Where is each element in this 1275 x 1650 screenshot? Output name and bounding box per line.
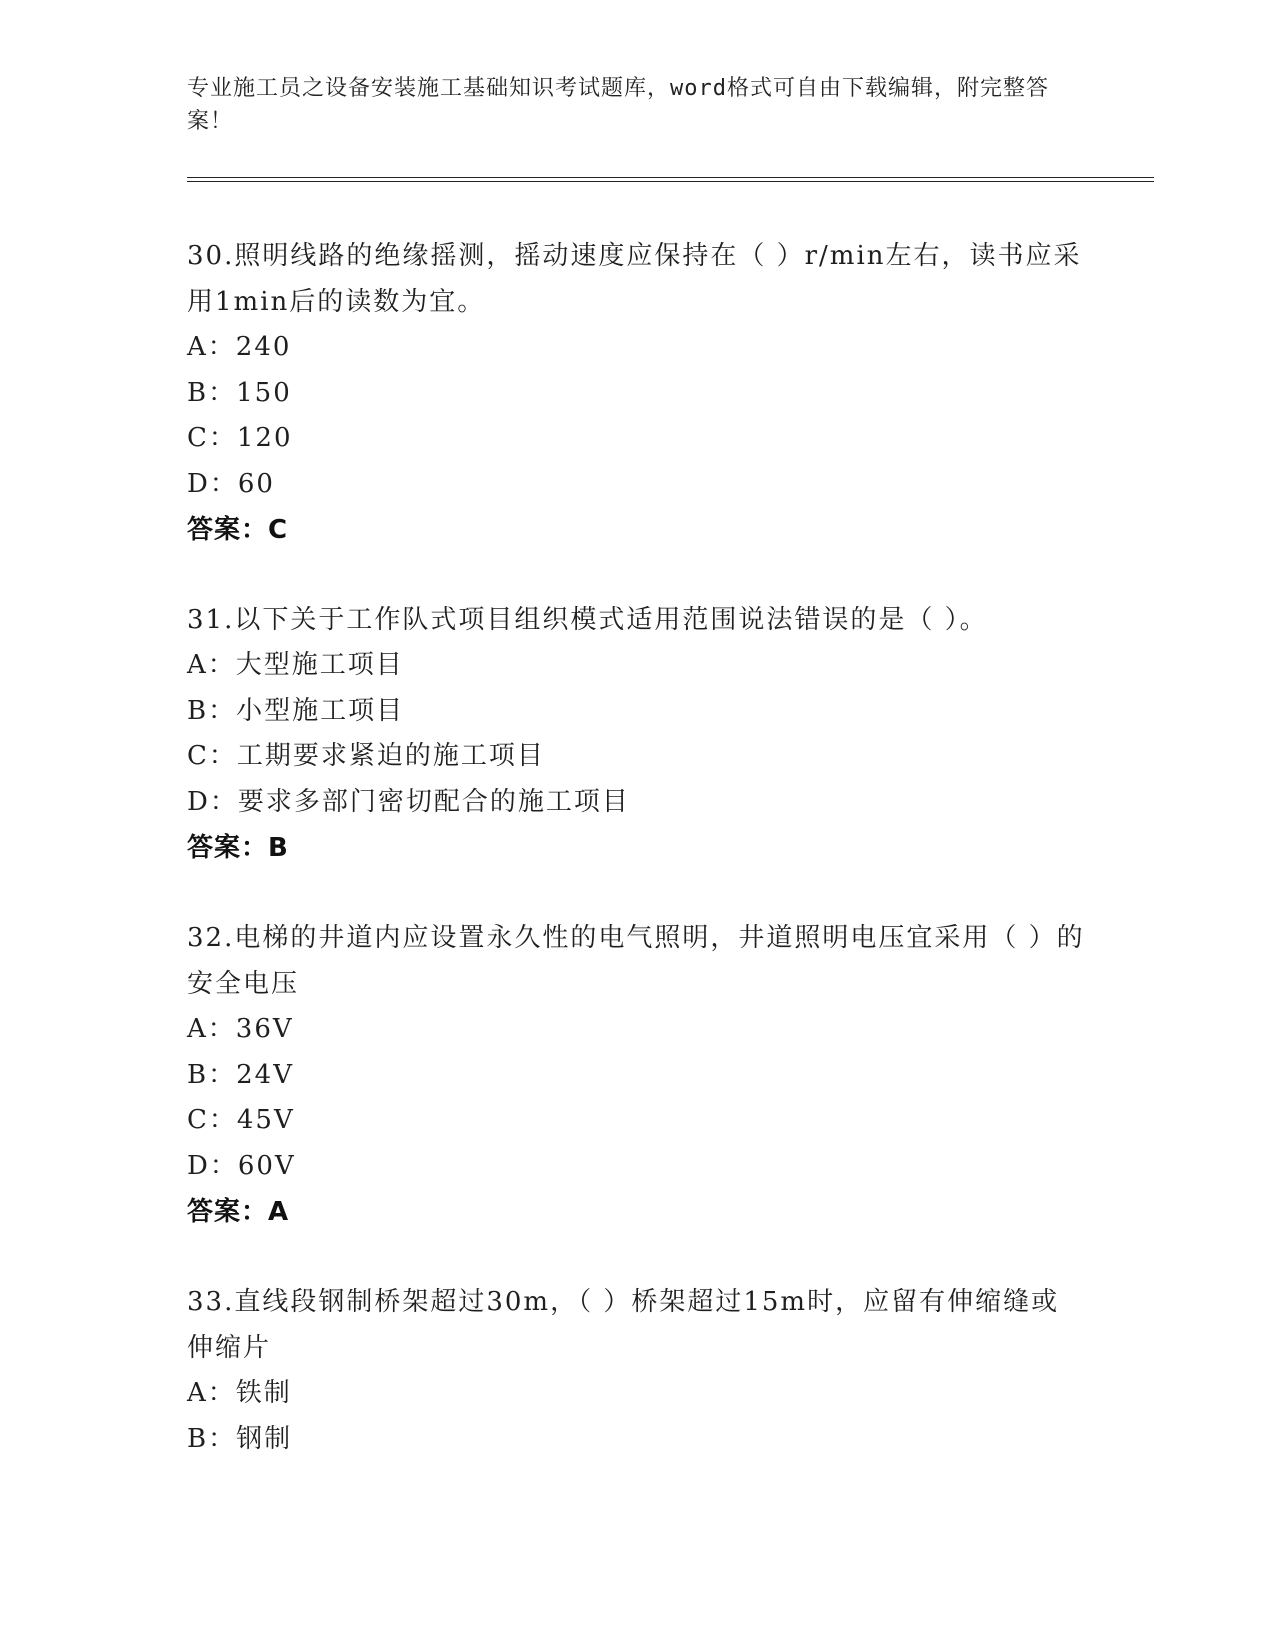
option-d: D：要求多部门密切配合的施工项目 bbox=[187, 786, 630, 817]
option-c: C：工期要求紧迫的施工项目 bbox=[187, 741, 545, 771]
question-30 bbox=[187, 233, 1087, 553]
header-divider bbox=[187, 177, 1154, 182]
question-stem: 30.照明线路的绝缘摇测，摇动速度应保持在（ ）r/min左右，读书应采用1min后的读数为宜。 bbox=[187, 241, 1082, 317]
question-stem: 32.电梯的井道内应设置永久性的电气照明，井道照明电压宜采用（ ）的安全电压 bbox=[187, 923, 1085, 999]
option-a: A：大型施工项目 bbox=[187, 650, 404, 680]
question-stem: 33.直线段钢制桥架超过30m，（ ）桥架超过15m时，应留有伸缩缝或伸缩片 bbox=[187, 1287, 1060, 1363]
option-a: A：36V bbox=[187, 1014, 294, 1044]
option-b: B：小型施工项目 bbox=[187, 695, 405, 726]
answer-label: 答案：A bbox=[187, 1197, 290, 1227]
option-b: B：24V bbox=[187, 1059, 294, 1090]
answer-label: 答案：C bbox=[187, 515, 289, 545]
option-b: B：钢制 bbox=[187, 1423, 293, 1454]
option-c: C：120 bbox=[187, 423, 293, 453]
answer-label: 答案：B bbox=[187, 833, 289, 863]
option-d: D：60V bbox=[187, 1150, 296, 1181]
option-a: A：铁制 bbox=[187, 1378, 292, 1408]
question-list bbox=[187, 233, 1087, 1506]
question-31 bbox=[187, 597, 1087, 871]
question-stem: 31.以下关于工作队式项目组织模式适用范围说法错误的是（ ）。 bbox=[187, 605, 988, 635]
option-c: C：45V bbox=[187, 1105, 295, 1135]
question-32 bbox=[187, 915, 1087, 1235]
option-d: D：60 bbox=[187, 468, 275, 499]
option-b: B：150 bbox=[187, 377, 292, 408]
document-header: 专业施工员之设备安装施工基础知识考试题库，word格式可自由下载编辑，附完整答案！ bbox=[187, 76, 1049, 134]
question-33 bbox=[187, 1279, 1087, 1462]
option-a: A：240 bbox=[187, 332, 292, 362]
